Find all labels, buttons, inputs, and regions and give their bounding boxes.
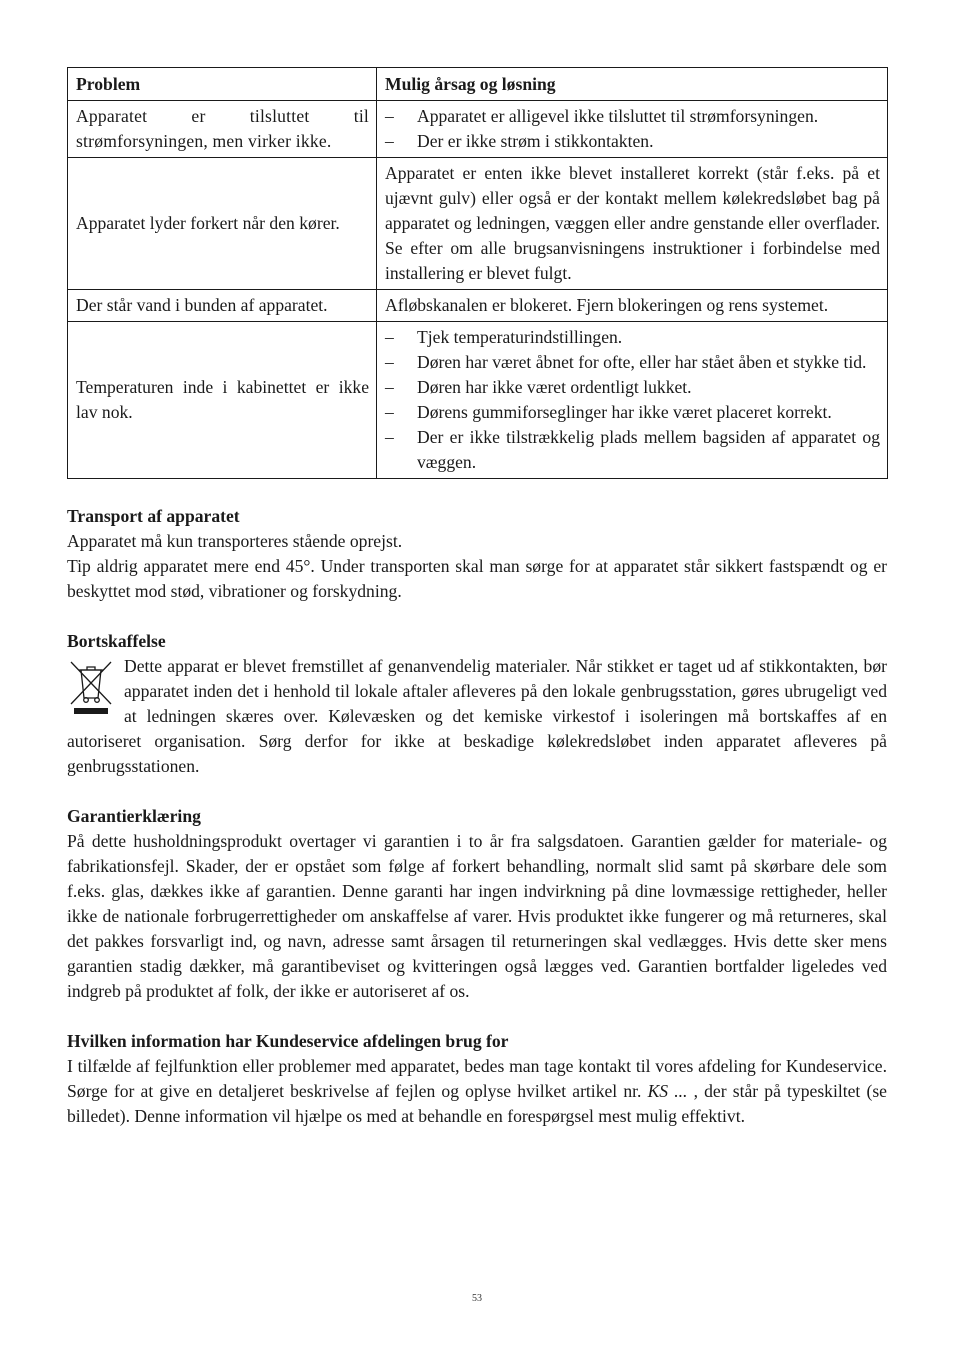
solution-item-text: Døren har været åbnet for ofte, eller har stået åben et stykke tid. <box>417 352 867 372</box>
table-row <box>68 290 888 322</box>
header-solution: Mulig årsag og løsning <box>377 68 888 101</box>
dash-mark: – <box>385 352 394 372</box>
transport-title: Transport af apparatet <box>67 506 240 526</box>
spacer <box>67 1004 887 1029</box>
page-number: 53 <box>472 1293 482 1304</box>
solution-item <box>385 375 880 400</box>
table-row <box>68 158 888 290</box>
solution-cell: Afløbskanalen er blokeret. Fjern blokeringen og rens systemet. <box>377 290 888 322</box>
transport-section <box>67 504 887 604</box>
solution-item <box>385 325 880 350</box>
service-text-before: I tilfælde af fejlfunktion eller problemer med apparatet, bedes man tage kontakt til vores afdeling for Kundeservice. Sørge for at give en detaljeret beskrivelse af fejlen og oplyse hvilket artikel nr. <box>67 1056 887 1101</box>
table-header-row <box>68 68 888 101</box>
solution-item-text: Dørens gummiforseglinger har ikke været placeret korrekt. <box>417 402 832 422</box>
table-row <box>68 101 888 158</box>
solution-item <box>385 350 880 375</box>
problem-cell: Apparatet er tilsluttet til strømforsyningen, men virker ikke. <box>68 101 377 158</box>
solution-list <box>385 325 880 475</box>
dash-mark: – <box>385 377 394 397</box>
warranty-section <box>67 804 887 1004</box>
dash-mark: – <box>385 131 394 151</box>
service-title: Hvilken information har Kundeservice afdelingen brug for <box>67 1031 509 1051</box>
solution-item <box>385 425 880 475</box>
solution-item <box>385 129 880 154</box>
dash-mark: – <box>385 327 394 347</box>
dash-mark: – <box>385 427 394 447</box>
solution-item-text: Døren har ikke været ordentligt lukket. <box>417 377 692 397</box>
spacer <box>67 604 887 629</box>
problem-cell: Der står vand i bunden af apparatet. <box>68 290 377 322</box>
solution-item <box>385 400 880 425</box>
solution-cell <box>377 101 888 158</box>
article-number: KS ... <box>647 1081 688 1101</box>
service-text-after: , der står på typeskiltet (se billedet). Denne information vil hjælpe os med at behandle en forespørgsel mest mulig effektivt. <box>67 1081 887 1126</box>
crossed-out-bin-icon <box>67 658 115 716</box>
disposal-section <box>67 629 887 779</box>
warranty-text: På dette husholdningsprodukt overtager vi garantien i to år fra salgsdatoen. Garantien gælder for materiale- og fabrikationsfejl. Skader, der er opstået som følge af forkert behandling, normalt slid samt på skørbare dele som f.eks. glas, dækkes ikke af garantien. Denne garanti har ingen indvirkning på dine lovmæssige rettigheder, heller ikke de nationale forbrugerrettigheder om anskaffelse af varer. Hvis produktet ikke fungerer og må returneres, skal det pakkes forsvarligt ind, og navn, adresse samt årsagen til returneringen skal vedlægges. Hvis dette sker mens garantien stadig dækker, må garantibeviset og kvitteringen også lægges ved. Garantien bortfalder ligeledes ved indgreb på produktet af folk, der ikke er autoriseret af os. <box>67 831 887 1001</box>
solution-item-text: Tjek temperaturindstillingen. <box>417 327 623 347</box>
solution-cell: Apparatet er enten ikke blevet installeret korrekt (står f.eks. på et ujævnt gulv) eller også er der kontakt mellem kølekredsløbet bag på apparatet og ledningen, væggen eller andre genstande eller overflader. Se efter om alle brugsanvisningens instruktioner i forbindelse med installering er blevet fulgt. <box>377 158 888 290</box>
solution-list <box>385 104 880 154</box>
problem-cell: Temperaturen inde i kabinettet er ikke lav nok. <box>68 322 377 479</box>
solution-cell <box>377 322 888 479</box>
service-text <box>67 1054 887 1129</box>
dash-mark: – <box>385 106 394 126</box>
spacer <box>67 479 887 504</box>
transport-line-2: Tip aldrig apparatet mere end 45°. Under transporten skal man sørge for at apparatet står sikkert fastspændt og er beskyttet mod stød, vibrationer og forskydning. <box>67 556 887 601</box>
dash-mark: – <box>385 402 394 422</box>
disposal-title: Bortskaffelse <box>67 631 166 651</box>
solution-item-text: Der er ikke strøm i stikkontakten. <box>417 131 654 151</box>
header-problem: Problem <box>68 68 377 101</box>
solution-item <box>385 104 880 129</box>
troubleshooting-table <box>67 67 888 479</box>
page-content <box>67 67 887 1129</box>
problem-cell: Apparatet lyder forkert når den kører. <box>68 158 377 290</box>
transport-line-1: Apparatet må kun transporteres stående oprejst. <box>67 531 403 551</box>
solution-item-text: Der er ikke tilstrækkelig plads mellem bagsiden af apparatet og væggen. <box>417 427 880 472</box>
warranty-title: Garantierklæring <box>67 806 201 826</box>
spacer <box>67 779 887 804</box>
disposal-text: Dette apparat er blevet fremstillet af genanvendelig materialer. Når stikket er taget ud af stikkontakten, bør apparatet inden det i henhold til lokale aftaler afleveres på den lokale genbrugsstation, gøres ubrugeligt ved at ledningen skæres over. Kølevæsken og det kemiske virkestof i isoleringen må bortskaffes af en autoriseret organisation. Sørg derfor for ikke at beskadige kølekredsløbet inden apparatet afleveres på genbrugsstationen. <box>67 656 887 776</box>
service-section <box>67 1029 887 1129</box>
table-row <box>68 322 888 479</box>
solution-item-text: Apparatet er alligevel ikke tilsluttet til strømforsyningen. <box>417 106 819 126</box>
